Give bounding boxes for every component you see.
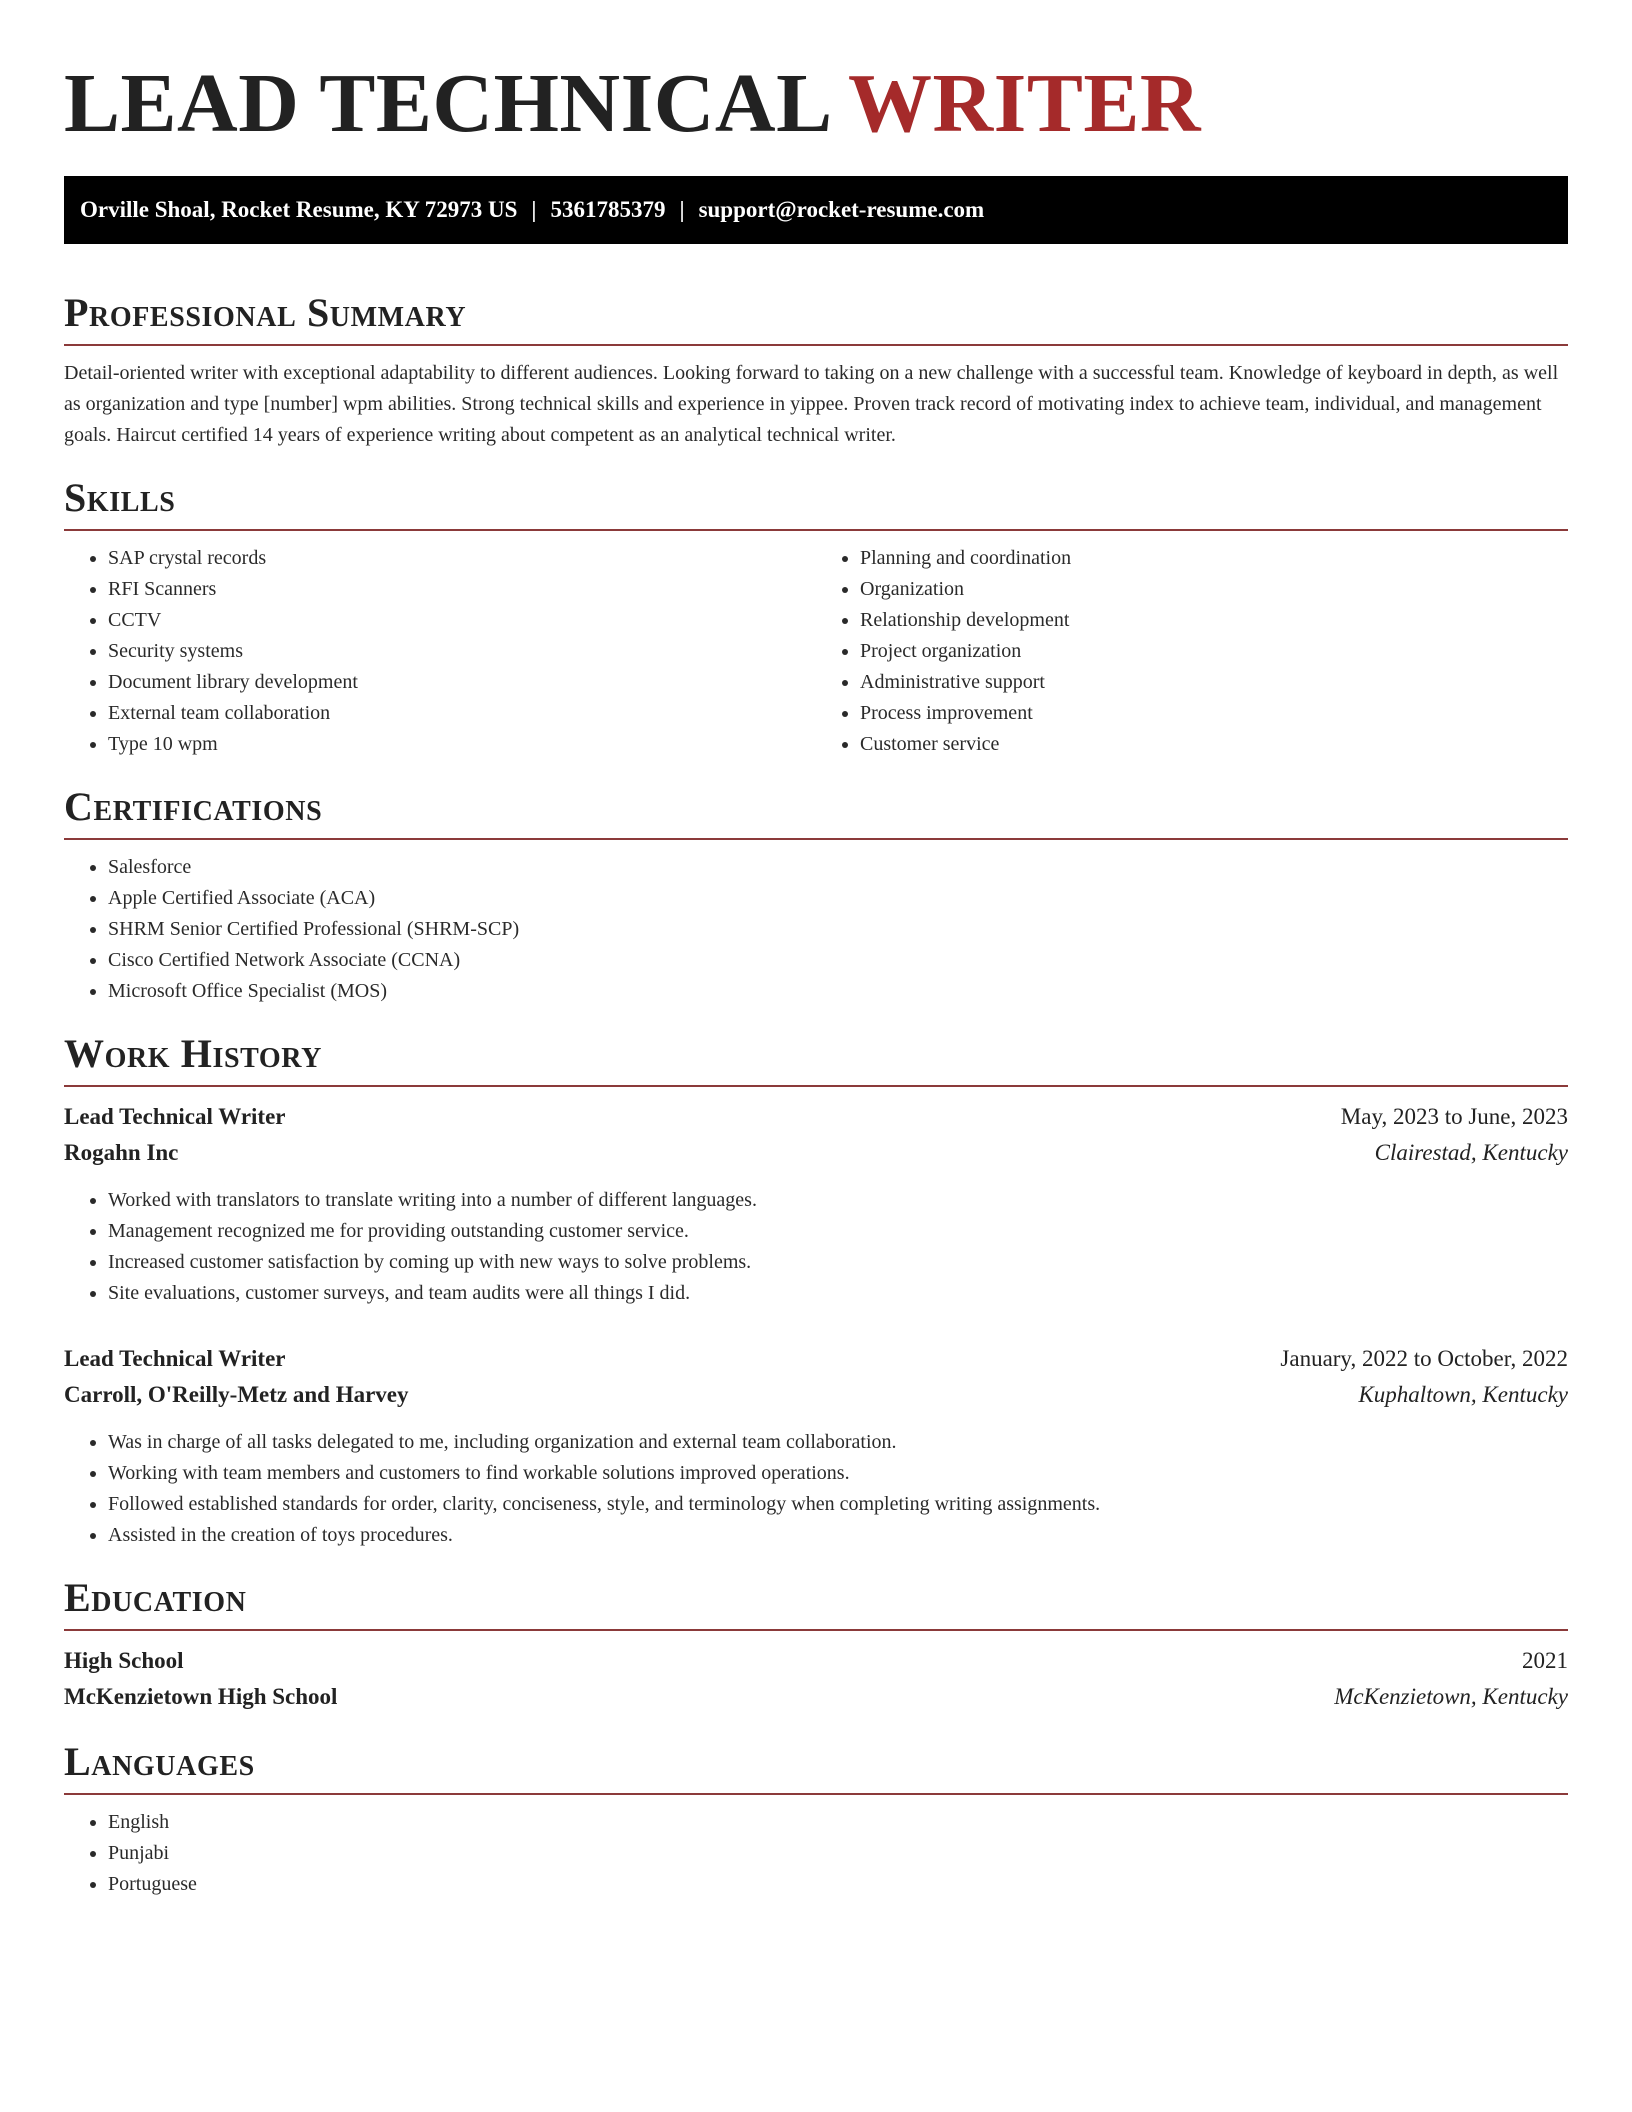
- job-bullets: [64, 1427, 1568, 1551]
- skill-item: • Planning and coordination: [860, 543, 1568, 574]
- job-location: Clairestad, Kentucky: [1374, 1140, 1568, 1165]
- job-bullet: • Was in charge of all tasks delegated to me, including organization and external team collaboration.: [108, 1427, 1568, 1458]
- summary-heading: Professional Summary: [64, 288, 1568, 346]
- education-year: 2021: [1522, 1648, 1568, 1673]
- education-heading: Education: [64, 1573, 1568, 1631]
- skill-item: • Type 10 wpm: [108, 729, 816, 760]
- skill-item: • External team collaboration: [108, 698, 816, 729]
- skills-list-right: [816, 543, 1568, 760]
- job-company-row: [64, 1377, 1568, 1413]
- contact-bar: [64, 176, 1568, 244]
- languages-heading: Languages: [64, 1737, 1568, 1795]
- job-title-row: [64, 1341, 1568, 1377]
- job-bullet: • Working with team members and customers to find workable solutions improved operations.: [108, 1458, 1568, 1489]
- skill-item: • CCTV: [108, 605, 816, 636]
- skill-item: • Customer service: [860, 729, 1568, 760]
- job-bullet: • Followed established standards for order, clarity, conciseness, style, and terminology when completing writing assignments.: [108, 1489, 1568, 1520]
- resume-title: [64, 56, 1568, 152]
- contact-separator: |: [679, 197, 685, 222]
- education-section: [64, 1573, 1568, 1715]
- skill-item: • Administrative support: [860, 667, 1568, 698]
- education-location: McKenzietown, Kentucky: [1334, 1684, 1568, 1709]
- title-main: LEAD TECHNICAL: [64, 57, 828, 150]
- certification-item: • Cisco Certified Network Associate (CCNA): [108, 945, 1568, 976]
- title-accent: WRITER: [847, 57, 1202, 150]
- job-bullets: [64, 1185, 1568, 1309]
- summary-text: Detail-oriented writer with exceptional adaptability to different audiences. Looking forward to taking on a new challenge with a successful team. Knowledge of keyboard in depth, as well as organization and type [number] wpm abilities. Strong technical skills and experience in yippee. Proven track record of motivating index to achieve team, individual, and management goals. Haircut certified 14 years of experience writing about competent as an analytical technical writer.: [64, 362, 1559, 446]
- certification-item: • Salesforce: [108, 852, 1568, 883]
- skills-section: [64, 473, 1568, 760]
- job-company: Carroll, O'Reilly-Metz and Harvey: [64, 1382, 409, 1407]
- education-entry: [64, 1643, 1568, 1715]
- job-title: Lead Technical Writer: [64, 1346, 286, 1371]
- certifications-heading: Certifications: [64, 782, 1568, 840]
- skill-item: • Project organization: [860, 636, 1568, 667]
- job-title: Lead Technical Writer: [64, 1104, 286, 1129]
- job-bullet: • Worked with translators to translate writing into a number of different languages.: [108, 1185, 1568, 1216]
- skill-item: • SAP crystal records: [108, 543, 816, 574]
- skill-item: • Process improvement: [860, 698, 1568, 729]
- language-item: • English: [108, 1807, 1568, 1838]
- skills-grid: [64, 531, 1568, 760]
- contact-address: Orville Shoal, Rocket Resume, KY 72973 US: [80, 197, 518, 222]
- work-section: [64, 1029, 1568, 1551]
- languages-section: [64, 1737, 1568, 1900]
- language-item: • Portuguese: [108, 1869, 1568, 1900]
- education-degree: High School: [64, 1648, 184, 1673]
- certifications-list: [64, 852, 1568, 1007]
- contact-email: support@rocket-resume.com: [698, 197, 985, 222]
- job-entry: [64, 1099, 1568, 1309]
- job-company-row: [64, 1135, 1568, 1171]
- job-bullet: • Site evaluations, customer surveys, and team audits were all things I did.: [108, 1278, 1568, 1309]
- skill-item: • RFI Scanners: [108, 574, 816, 605]
- certification-item: • Apple Certified Associate (ACA): [108, 883, 1568, 914]
- language-item: • Punjabi: [108, 1838, 1568, 1869]
- education-school: McKenzietown High School: [64, 1684, 338, 1709]
- job-dates: May, 2023 to June, 2023: [1340, 1104, 1568, 1129]
- education-degree-row: [64, 1643, 1568, 1679]
- languages-list: [64, 1807, 1568, 1900]
- job-bullet: • Increased customer satisfaction by coming up with new ways to solve problems.: [108, 1247, 1568, 1278]
- skill-item: • Organization: [860, 574, 1568, 605]
- job-entry: [64, 1341, 1568, 1551]
- education-school-row: [64, 1679, 1568, 1715]
- job-bullet: • Assisted in the creation of toys procedures.: [108, 1520, 1568, 1551]
- certifications-section: [64, 782, 1568, 1007]
- contact-phone: 5361785379: [550, 197, 666, 222]
- skills-list-left: [64, 543, 816, 760]
- skill-item: • Document library development: [108, 667, 816, 698]
- skill-item: • Relationship development: [860, 605, 1568, 636]
- skills-heading: Skills: [64, 473, 1568, 531]
- certification-item: • Microsoft Office Specialist (MOS): [108, 976, 1568, 1007]
- job-bullet: • Management recognized me for providing outstanding customer service.: [108, 1216, 1568, 1247]
- job-dates: January, 2022 to October, 2022: [1280, 1346, 1568, 1371]
- skill-item: • Security systems: [108, 636, 816, 667]
- certification-item: • SHRM Senior Certified Professional (SHRM-SCP): [108, 914, 1568, 945]
- job-company: Rogahn Inc: [64, 1140, 179, 1165]
- job-location: Kuphaltown, Kentucky: [1358, 1382, 1568, 1407]
- contact-separator: |: [531, 197, 537, 222]
- summary-section: [64, 288, 1568, 451]
- job-title-row: [64, 1099, 1568, 1135]
- work-heading: Work History: [64, 1029, 1568, 1087]
